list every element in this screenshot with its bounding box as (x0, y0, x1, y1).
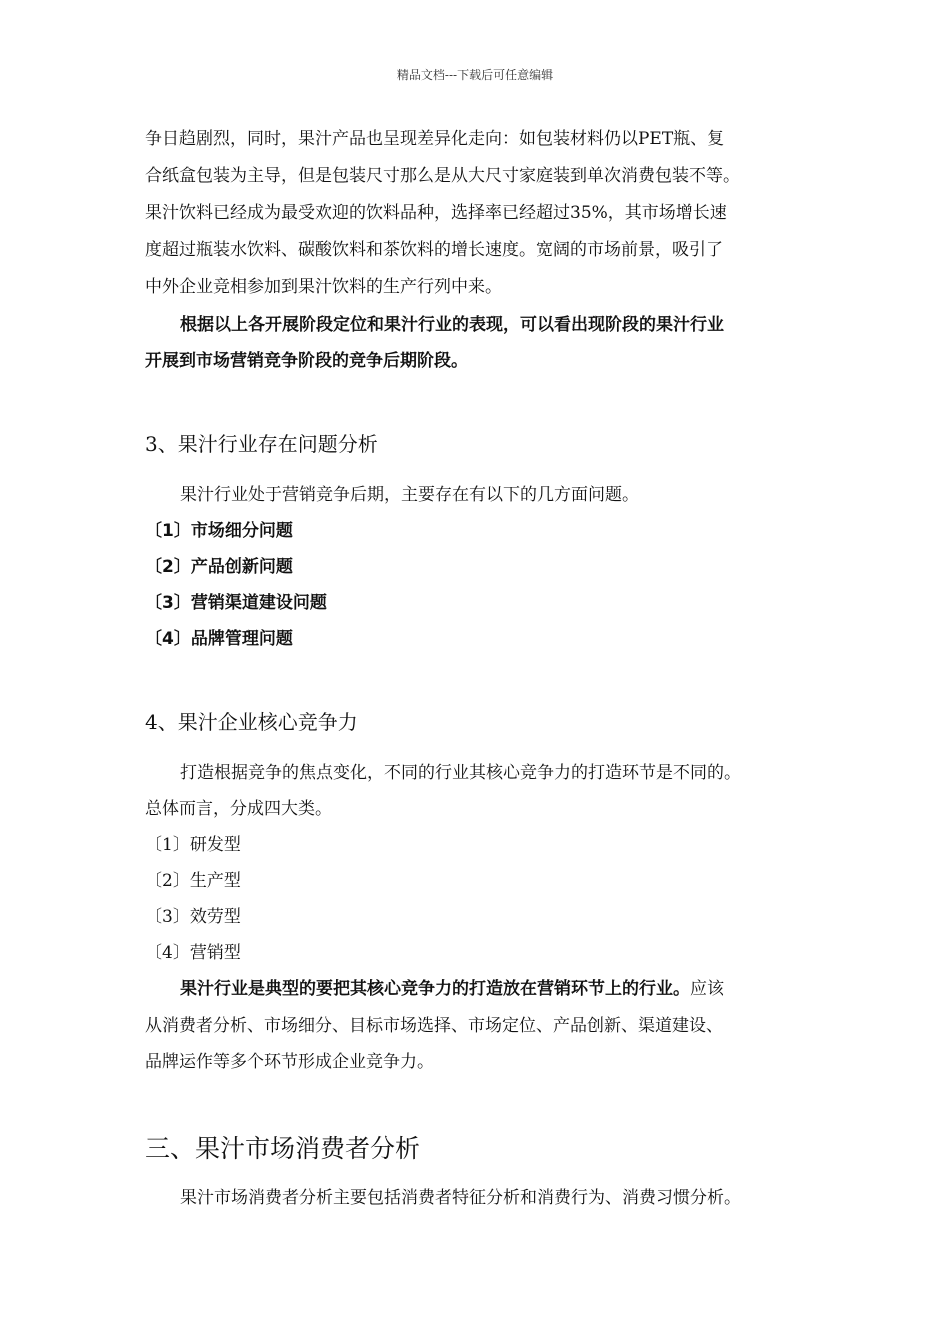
section4-summary-line-3: 品牌运作等多个环节形成企业竞争力。 (145, 1052, 434, 1072)
section4-item-3: 〔3〕效劳型 (145, 907, 241, 927)
section4-summary-line-1 (180, 978, 724, 1000)
section4-item-1: 〔1〕研发型 (145, 835, 241, 855)
para1-line-2: 合纸盒包装为主导，但是包装尺寸那么是从大尺寸家庭装到单次消费包装不等。 (145, 166, 740, 186)
conclusion-line-1: 根据以上各开展阶段定位和果汁行业的表现，可以看出现阶段的果汁行业 (180, 315, 724, 335)
para1-line-4: 度超过瓶装水饮料、碳酸饮料和茶饮料的增长速度。宽阔的市场前景，吸引了 (145, 240, 723, 260)
section3-item-4: 〔4〕品牌管理问题 (145, 629, 293, 649)
section4-heading: 4、果汁企业核心竞争力 (145, 710, 358, 734)
section4-intro-line-2: 总体而言，分成四大类。 (145, 799, 332, 819)
section4-item-2: 〔2〕生产型 (145, 871, 241, 891)
section4-summary-bold: 果汁行业是典型的要把其核心竞争力的打造放在营销环节上的行业。 (180, 979, 690, 999)
section4-item-4: 〔4〕营销型 (145, 943, 241, 963)
page-header: 精品文档---下载后可任意编辑 (396, 68, 554, 82)
section3-intro: 果汁行业处于营销竞争后期，主要存在有以下的几方面问题。 (180, 485, 639, 505)
chapter3-heading: 三、果汁市场消费者分析 (145, 1134, 421, 1163)
section3-item-3: 〔3〕营销渠道建设问题 (145, 593, 327, 613)
section3-heading: 3、果汁行业存在问题分析 (145, 432, 378, 456)
section4-summary-rest: 应该 (690, 979, 724, 999)
para1-line-5: 中外企业竞相参加到果汁饮料的生产行列中来。 (145, 277, 502, 297)
para1-line-1: 争日趋剧烈，同时，果汁产品也呈现差异化走向：如包装材料仍以PET瓶、复 (145, 129, 725, 149)
section3-item-1: 〔1〕市场细分问题 (145, 521, 293, 541)
chapter3-intro: 果汁市场消费者分析主要包括消费者特征分析和消费行为、消费习惯分析。 (180, 1188, 741, 1208)
conclusion-line-2: 开展到市场营销竞争阶段的竞争后期阶段。 (145, 351, 468, 371)
section4-intro-line-1: 打造根据竞争的焦点变化，不同的行业其核心竞争力的打造环节是不同的。 (180, 763, 741, 783)
para1-line-3: 果汁饮料已经成为最受欢迎的饮料品种，选择率已经超过35%，其市场增长速 (145, 203, 727, 223)
section3-item-2: 〔2〕产品创新问题 (145, 557, 293, 577)
section4-summary-line-2: 从消费者分析、市场细分、目标市场选择、市场定位、产品创新、渠道建设、 (145, 1016, 723, 1036)
